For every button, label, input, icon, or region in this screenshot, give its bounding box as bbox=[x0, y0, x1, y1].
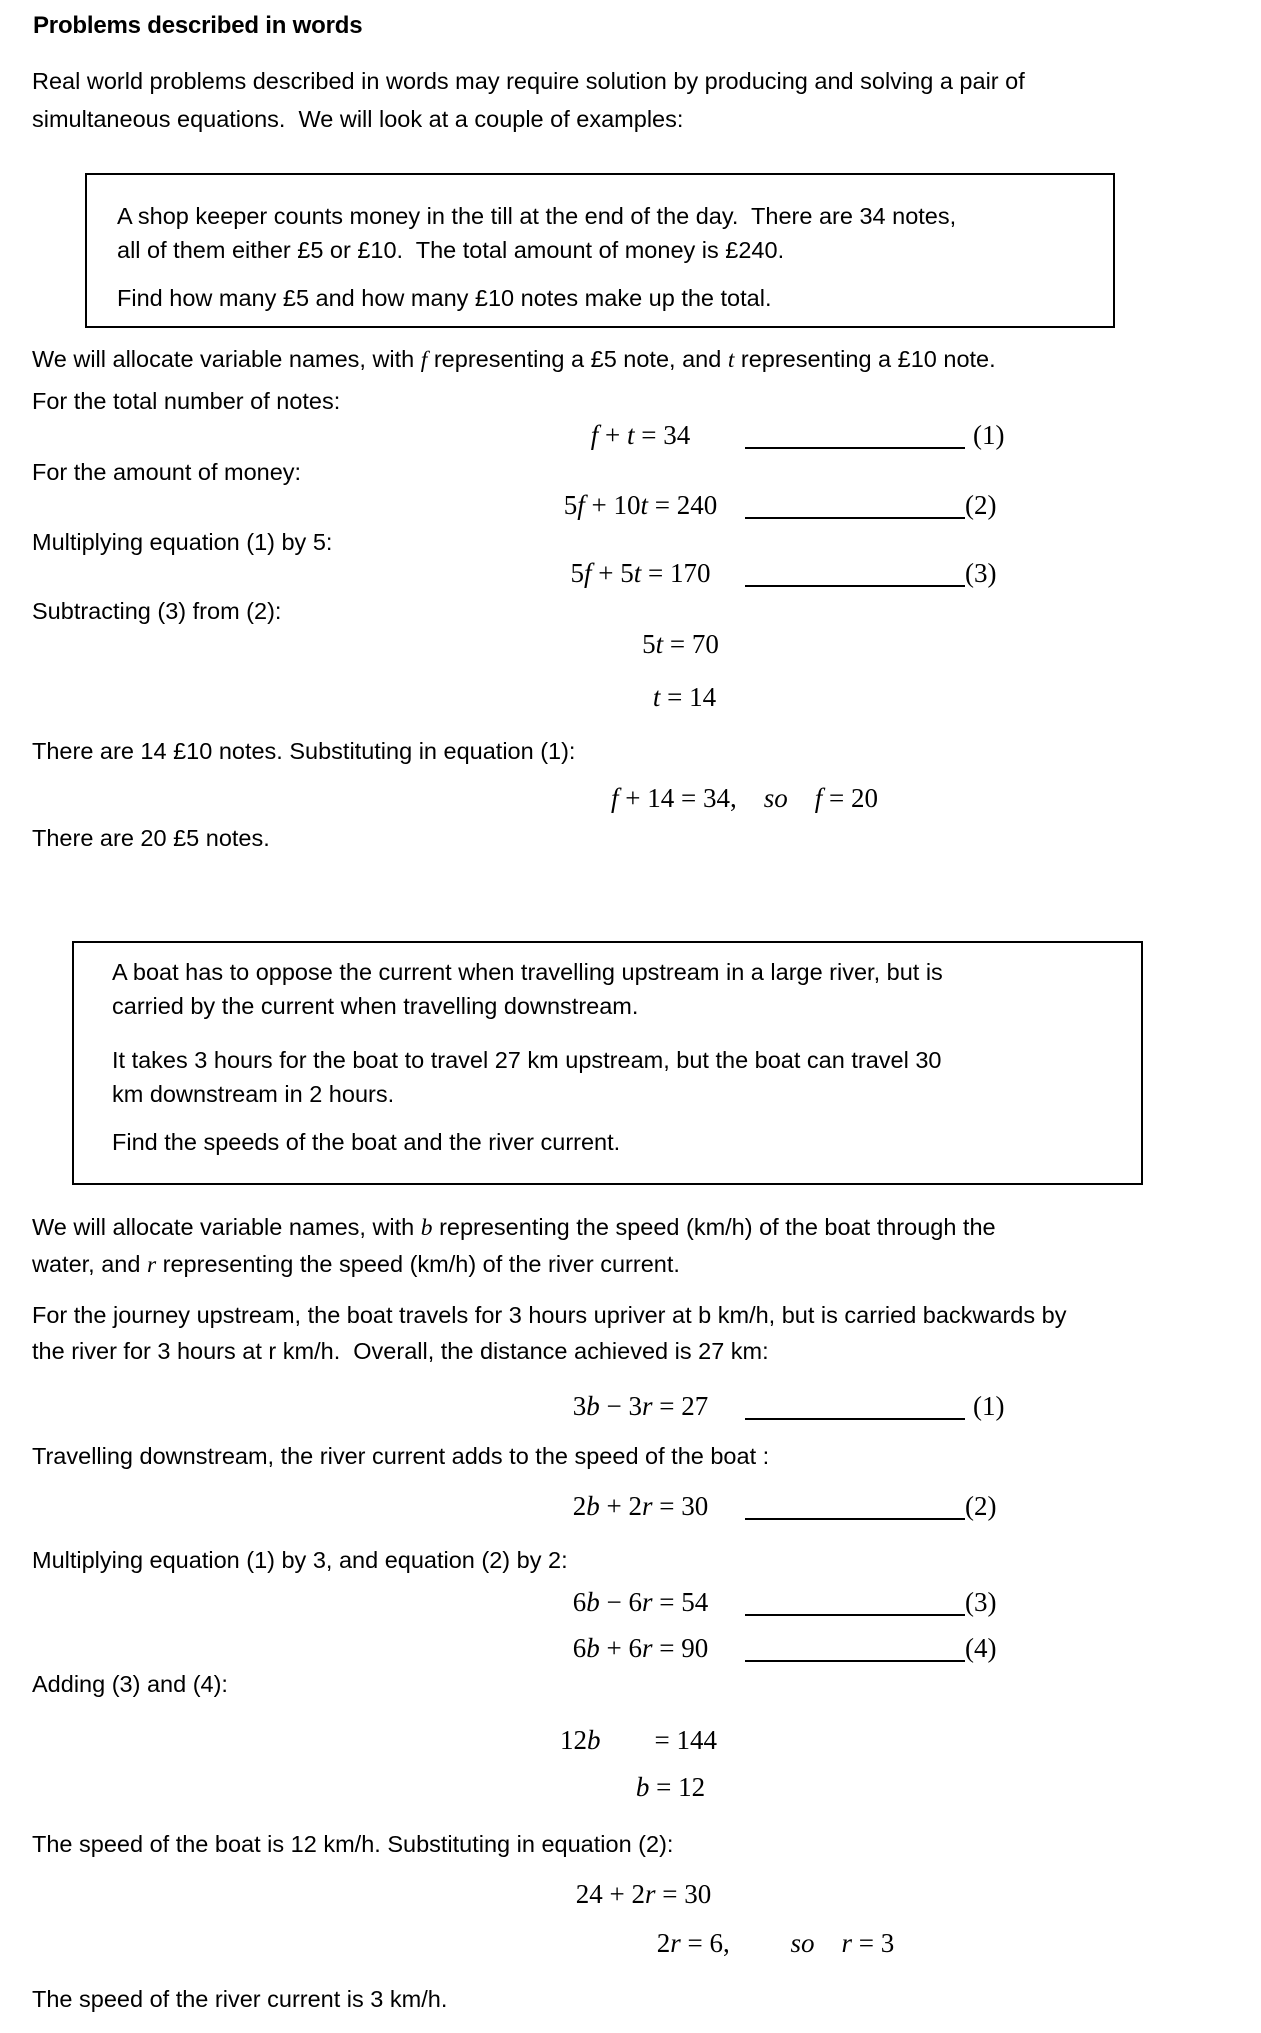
problem2-statement-2: It takes 3 hours for the boat to travel 27 km upstream, but the boat can travel 30 km downstream in 2 hours. bbox=[112, 1047, 942, 1107]
equation-number: (4) bbox=[965, 1633, 997, 1663]
problem2-conclusion-river: The speed of the river current is 3 km/h. bbox=[32, 1986, 448, 2012]
equation-number: (1) bbox=[973, 1391, 1005, 1421]
equation-number: (1) bbox=[973, 420, 1005, 450]
problem2-equation-r-row bbox=[0, 1927, 1261, 1959]
equation-1-reference bbox=[745, 419, 1004, 451]
equation-4-reference bbox=[745, 1632, 996, 1664]
problem1-label-total-notes: For the total number of notes: bbox=[32, 388, 341, 414]
problem1-statement: A shop keeper counts money in the till at the end of the day. There are 34 notes, all of them either £5 or £10. The total amount of money is £240. bbox=[117, 203, 957, 263]
equation-number: (2) bbox=[965, 490, 997, 520]
equation-2-reference bbox=[745, 1490, 996, 1522]
equation-1-reference bbox=[745, 1390, 1004, 1422]
problem1-equation-f: f + 14 = 34, so f = 20 bbox=[611, 783, 878, 813]
equation-underline bbox=[745, 419, 965, 449]
problem2-statement-1: A boat has to oppose the current when travelling upstream in a large river, but is carried by the current when travelling downstream. bbox=[112, 959, 943, 1019]
equation-underline bbox=[745, 1632, 965, 1662]
problem1-question: Find how many £5 and how many £10 notes make up the total. bbox=[117, 285, 772, 311]
problem1-example-box bbox=[85, 173, 1115, 328]
problem2-question: Find the speeds of the boat and the river current. bbox=[112, 1129, 621, 1155]
problem2-equation-1: 3b − 3r = 27 bbox=[572, 1391, 709, 1421]
problem1-equation-f-row bbox=[0, 782, 1261, 814]
problem2-equation-4: 6b + 6r = 90 bbox=[572, 1633, 709, 1663]
problem1-equation-5t-row bbox=[0, 628, 1261, 660]
equation-number: (3) bbox=[965, 558, 997, 588]
problem1-label-subtract: Subtracting (3) from (2): bbox=[32, 598, 282, 624]
problem2-equation-4-row bbox=[0, 1632, 1261, 1664]
problem2-example-box bbox=[72, 941, 1143, 1185]
equation-underline bbox=[745, 1490, 965, 1520]
problem2-upstream-text: For the journey upstream, the boat travels for 3 hours upriver at b km/h, but is carried backwards by the river for 3 hours at r km/h. Overall, the distance achieved is 27 km: bbox=[32, 1302, 1067, 1364]
problem2-equation-3-row bbox=[0, 1586, 1261, 1618]
problem2-equation-3: 6b − 6r = 54 bbox=[572, 1587, 709, 1617]
problem1-equation-1-row bbox=[0, 419, 1261, 451]
problem2-equation-r: 2r = 6, so r = 3 bbox=[656, 1928, 895, 1958]
problem1-equation-1: f + t = 34 bbox=[590, 420, 691, 450]
problem1-equation-5t: 5t = 70 bbox=[642, 629, 719, 659]
equation-underline bbox=[745, 1390, 965, 1420]
problem2-equation-b: b = 12 bbox=[635, 1772, 706, 1802]
problem1-equation-t-row bbox=[0, 681, 1261, 713]
problem2-equation-12b-row bbox=[0, 1724, 1261, 1756]
problem2-equation-2: 2b + 2r = 30 bbox=[572, 1491, 709, 1521]
intro-paragraph: Real world problems described in words may require solution by producing and solving a pair of simultaneous equations. We will look at a couple of examples: bbox=[32, 68, 1025, 132]
problem1-label-multiply: Multiplying equation (1) by 5: bbox=[32, 529, 333, 555]
equation-underline bbox=[745, 489, 965, 519]
equation-underline bbox=[745, 1586, 965, 1616]
problem2-equation-2-row bbox=[0, 1490, 1261, 1522]
problem1-conclusion-f: There are 20 £5 notes. bbox=[32, 825, 270, 851]
problem2-label-adding: Adding (3) and (4): bbox=[32, 1671, 228, 1697]
problem2-conclusion-boat: The speed of the boat is 12 km/h. Substituting in equation (2): bbox=[32, 1831, 674, 1857]
problem2-equation-24: 24 + 2r = 30 bbox=[575, 1879, 712, 1909]
problem2-equation-b-row bbox=[0, 1771, 1261, 1803]
problem1-equation-3-row bbox=[0, 557, 1261, 589]
problem2-equation-12b: 12b = 144 bbox=[560, 1725, 717, 1755]
equation-number: (2) bbox=[965, 1491, 997, 1521]
problem1-allocate-text: We will allocate variable names, with f representing a £5 note, and t representing a £10 note. bbox=[32, 346, 996, 373]
problem2-equation-24-row bbox=[0, 1878, 1261, 1910]
page-title: Problems described in words bbox=[33, 12, 363, 39]
problem2-allocate-text: We will allocate variable names, with b representing the speed (km/h) of the boat through the water, and r representing the speed (km/h) of the river current. bbox=[32, 1214, 996, 1278]
equation-2-reference bbox=[745, 489, 996, 521]
equation-underline bbox=[745, 557, 965, 587]
problem1-equation-3: 5f + 5t = 170 bbox=[570, 558, 711, 588]
problem1-equation-2: 5f + 10t = 240 bbox=[563, 490, 718, 520]
problem1-label-money: For the amount of money: bbox=[32, 459, 302, 485]
problem2-label-multiply: Multiplying equation (1) by 3, and equation (2) by 2: bbox=[32, 1547, 568, 1573]
problem2-label-downstream: Travelling downstream, the river current adds to the speed of the boat : bbox=[32, 1443, 770, 1469]
problem2-equation-1-row bbox=[0, 1390, 1261, 1422]
equation-3-reference bbox=[745, 557, 996, 589]
problem1-conclusion-t: There are 14 £10 notes. Substituting in equation (1): bbox=[32, 738, 576, 764]
equation-3-reference bbox=[745, 1586, 996, 1618]
equation-number: (3) bbox=[965, 1587, 997, 1617]
problem1-equation-2-row bbox=[0, 489, 1261, 521]
problem1-equation-t: t = 14 bbox=[652, 682, 717, 712]
